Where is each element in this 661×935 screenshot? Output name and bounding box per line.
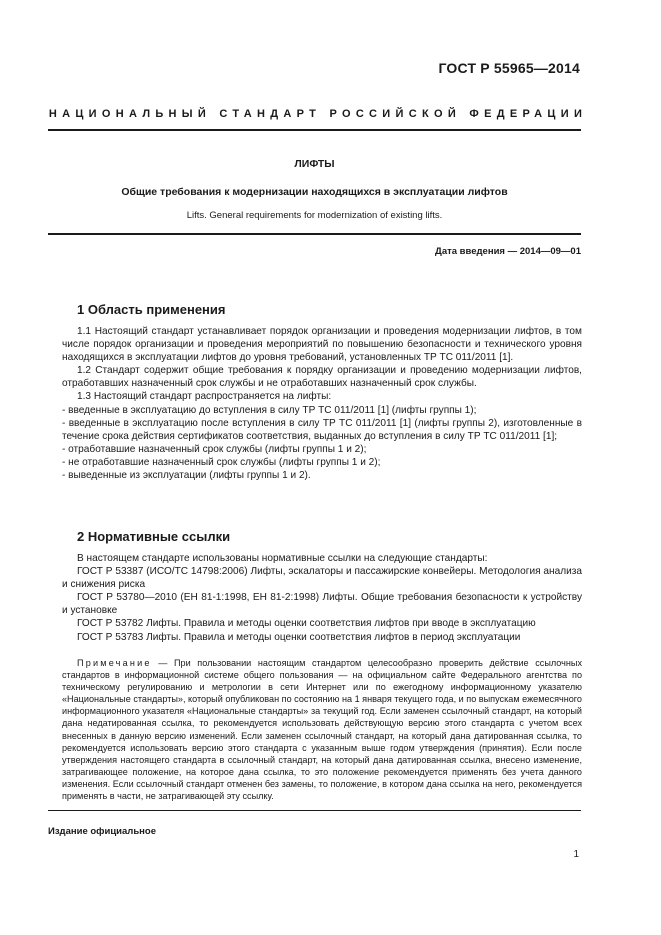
document-title: ЛИФТЫ: [294, 158, 335, 170]
note: [62, 657, 582, 802]
reference-item: ГОСТ Р 53783 Лифты. Правила и методы оценки соответствия лифтов в период эксплуатации: [77, 631, 521, 643]
english-title: Lifts. General requirements for modernization of existing lifts.: [186, 210, 443, 221]
top-divider: [48, 129, 581, 131]
list-item: - введенные в эксплуатацию до вступления в силу ТР ТС 011/2011 [1] (лифты группы 1);: [62, 404, 477, 416]
section-heading-scope: 1 Область применения: [77, 302, 226, 317]
list-item: - выведенные из эксплуатации (лифты группы 1 и 2).: [62, 470, 311, 482]
paragraph: 1.1 Настоящий стандарт устанавливает порядок организации и проведения модернизации лифтов, в том числе порядок организации и проведения мероприятий по повышению безопасности и технического уровня находящихся в эксплуатации лифтов до уровня требований, установленных ТР ТС 011/2011 [1].: [62, 326, 582, 364]
note-text: — При пользовании настоящим стандартом целесообразно проверить действие ссылочных стандартов в информационной системе общего пользования — на официальном сайте Федерального агентства по техническому регулированию и метрологии в сети Интернет или по ежегодному информационному указателю «Национальные стандарты», который опубликован по состоянию на 1 января текущего года, и по выпускам ежемесячного информационного указателя «Национальные стандарты» за текущий год. Если заменен ссылочный стандарт, на который дана недатированная ссылка, то рекомендуется использовать действующую версию этого стандарта с учетом всех внесенных в данную версию изменений. Если заменен ссылочный стандарт, на который дана датированная ссылка, то рекомендуется использовать версию этого стандарта с указанным выше годом утверждения (принятия). Если после утверждения настоящего стандарта в ссылочный стандарт, на который дана датированная ссылка, внесено изменение, затрагивающее положение, на которое дана ссылка, то это положение рекомендуется применять без учета данного изменения. Если ссылочный стандарт отменен без замены, то положение, в котором дана ссылка на него, рекомендуется применять в части, не затрагивающей эту ссылку.: [62, 658, 582, 802]
reference-item: ГОСТ Р 53782 Лифты. Правила и методы оценки соответствия лифтов при вводе в эксплуатацию: [77, 618, 536, 630]
paragraph: 1.2 Стандарт содержит общие требования к порядку организации и проведению модернизации лифтов, отработавших назначенный срок службы и не отработавших назначенный срок службы.: [62, 365, 582, 390]
national-standard-banner: НАЦИОНАЛЬНЫЙ СТАНДАРТ РОССИЙСКОЙ ФЕДЕРАЦИИ: [48, 108, 588, 120]
paragraph: В настоящем стандарте использованы нормативные ссылки на следующие стандарты:: [77, 553, 488, 564]
introduction-date: Дата введения — 2014—09—01: [435, 246, 581, 257]
note-label: Примечание: [77, 658, 152, 668]
section-heading-references: 2 Нормативные ссылки: [77, 529, 231, 544]
list-item: - отработавшие назначенный срок службы (лифты группы 1 и 2);: [62, 443, 367, 455]
section-body-references: [62, 552, 582, 644]
title-divider: [48, 233, 581, 235]
page-number: 1: [573, 849, 579, 860]
standard-number: ГОСТ Р 55965—2014: [438, 60, 580, 76]
paragraph: 1.3 Настоящий стандарт распространяется на лифты:: [77, 391, 332, 403]
reference-item: ГОСТ Р 53387 (ИСО/ТС 14798:2006) Лифты, эскалаторы и пассажирские конвейеры. Методология анализа и снижения риска: [62, 566, 582, 591]
reference-item: ГОСТ Р 53780—2010 (ЕН 81-1:1998, ЕН 81-2:1998) Лифты. Общие требования безопасности к устройству и установке: [62, 592, 582, 617]
section-body-scope: [62, 325, 582, 482]
list-item: - не отработавшие назначенный срок службы (лифты группы 1 и 2);: [62, 456, 381, 468]
document-subtitle: Общие требования к модернизации находящихся в эксплуатации лифтов: [121, 186, 508, 198]
footer-divider: [48, 810, 581, 811]
list-item: - введенные в эксплуатацию после вступления в силу ТР ТС 011/2011 [1] (лифты группы 2), изготовленные в течение срока действия сертификатов соответствия, выданных до вступления в силу ТР ТС 011/2011 [1];: [62, 417, 582, 442]
edition-label: Издание официальное: [48, 826, 156, 837]
